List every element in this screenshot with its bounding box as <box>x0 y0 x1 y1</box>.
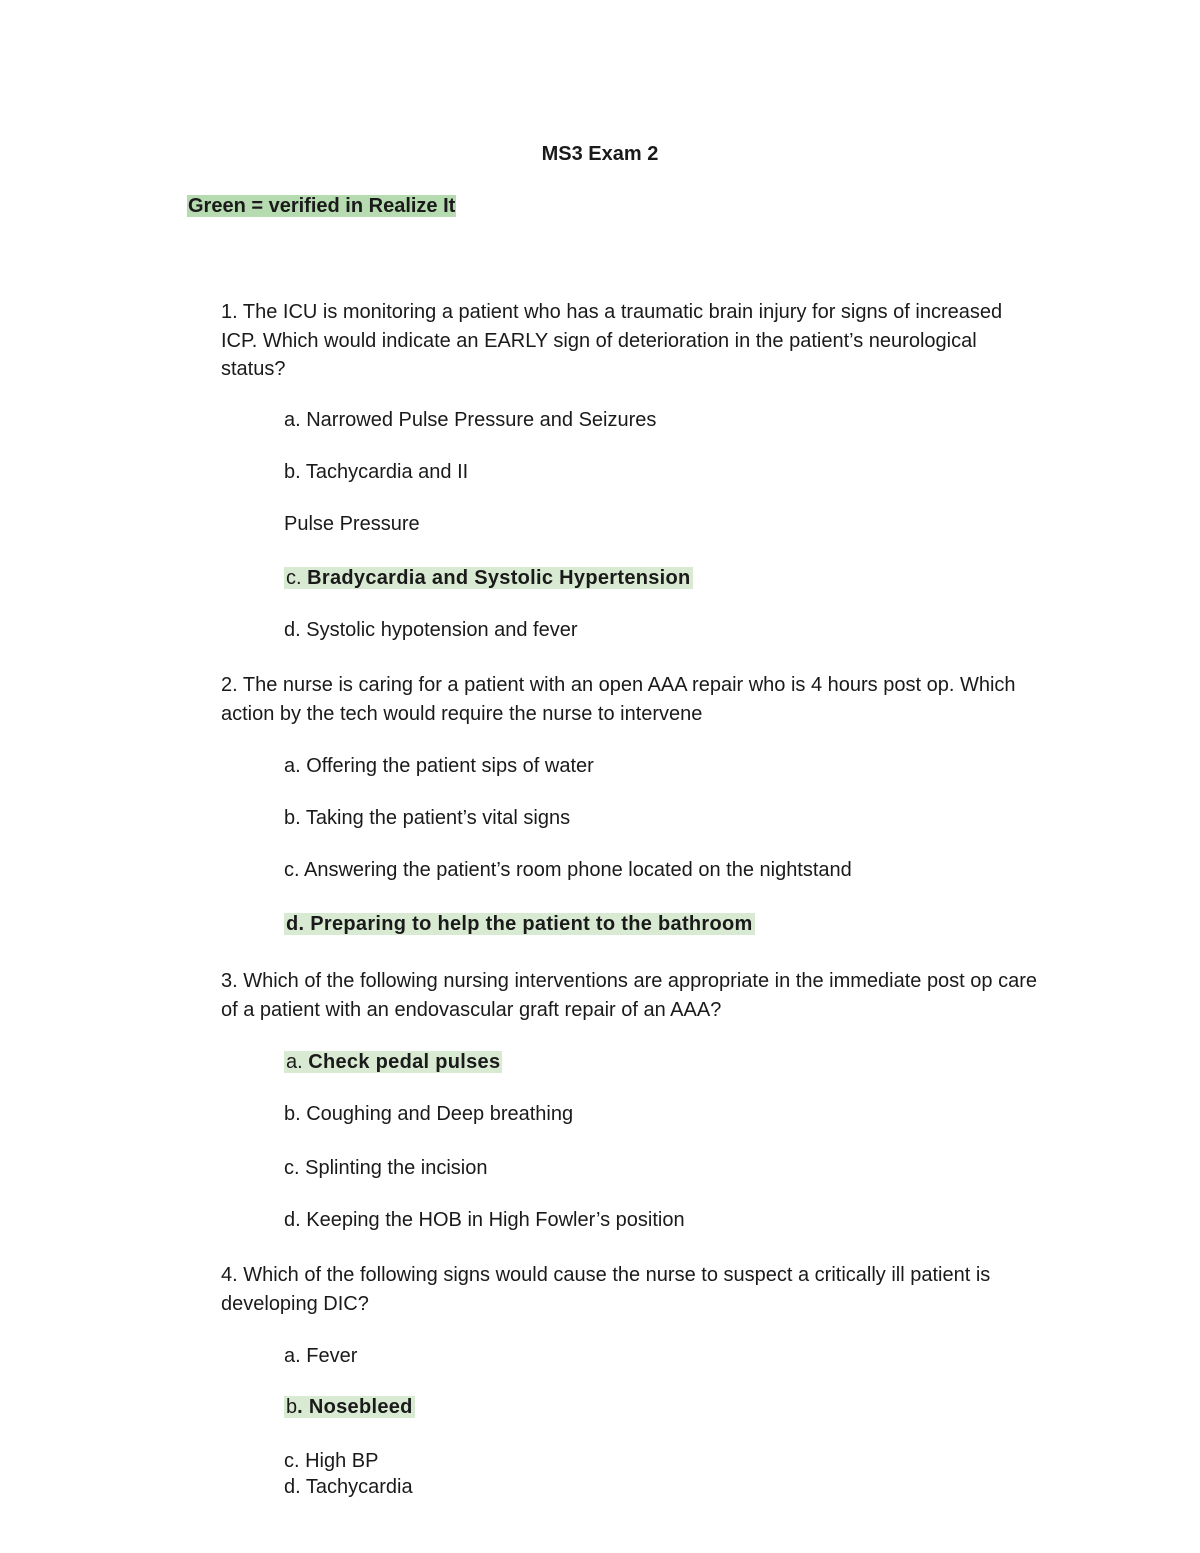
question-3-option-d: d. Keeping the HOB in High Fowler’s position <box>284 1209 685 1231</box>
question-1-option-c <box>284 565 693 591</box>
answer-highlight <box>284 913 755 935</box>
answer-highlight <box>284 567 693 589</box>
question-2-option-c: c. Answering the patient’s room phone located on the nightstand <box>284 859 852 881</box>
question-4-option-d: d. Tachycardia <box>284 1476 413 1498</box>
correct-answer: Check pedal pulses <box>308 1051 501 1073</box>
page-title: MS3 Exam 2 <box>541 143 659 165</box>
question-2-option-d <box>284 911 755 937</box>
question-3-option-b: b. Coughing and Deep breathing <box>284 1103 574 1125</box>
question-1-option-d: d. Systolic hypotension and fever <box>284 619 578 641</box>
question-1-option-a: a. Narrowed Pulse Pressure and Seizures <box>284 409 657 431</box>
answer-highlight <box>284 1396 415 1418</box>
question-4-option-c: c. High BP <box>284 1450 379 1472</box>
question-1-option-b: b. Tachycardia and II <box>284 461 469 483</box>
question-3-option-c: c. Splinting the incision <box>284 1157 488 1179</box>
correct-answer: . Nosebleed <box>297 1396 413 1418</box>
question-2-option-b: b. Taking the patient’s vital signs <box>284 807 571 829</box>
question-3-text: 3. Which of the following nursing interventions are appropriate in the immediate post op care of a patient with an endovascular graft repair of an AAA? <box>221 970 1038 1021</box>
question-4-option-a: a. Fever <box>284 1345 358 1367</box>
question-1-text: 1. The ICU is monitoring a patient who has a traumatic brain injury for signs of increased ICP. Which would indicate an EARLY sign of deterioration in the patient’s neurological status? <box>221 301 1003 380</box>
question-1-option-b-continued: Pulse Pressure <box>284 513 420 535</box>
legend <box>187 193 456 219</box>
question-2-text: 2. The nurse is caring for a patient with an open AAA repair who is 4 hours post op. Which action by the tech would require the nurse to intervene <box>221 674 1016 725</box>
answer-highlight <box>284 1051 502 1073</box>
question-3-option-a <box>284 1049 502 1075</box>
correct-answer: d. Preparing to help the patient to the bathroom <box>286 913 753 935</box>
option-prefix: b <box>286 1396 298 1418</box>
question-4-text: 4. Which of the following signs would cause the nurse to suspect a critically ill patient is developing DIC? <box>221 1264 991 1315</box>
option-prefix: a. <box>286 1051 309 1073</box>
legend-text: Green = verified in Realize It <box>188 195 456 217</box>
option-prefix: c. <box>286 567 308 589</box>
question-2-option-a: a. Offering the patient sips of water <box>284 755 594 777</box>
correct-answer: Bradycardia and Systolic Hypertension <box>307 567 691 589</box>
question-4-option-b <box>284 1394 415 1420</box>
